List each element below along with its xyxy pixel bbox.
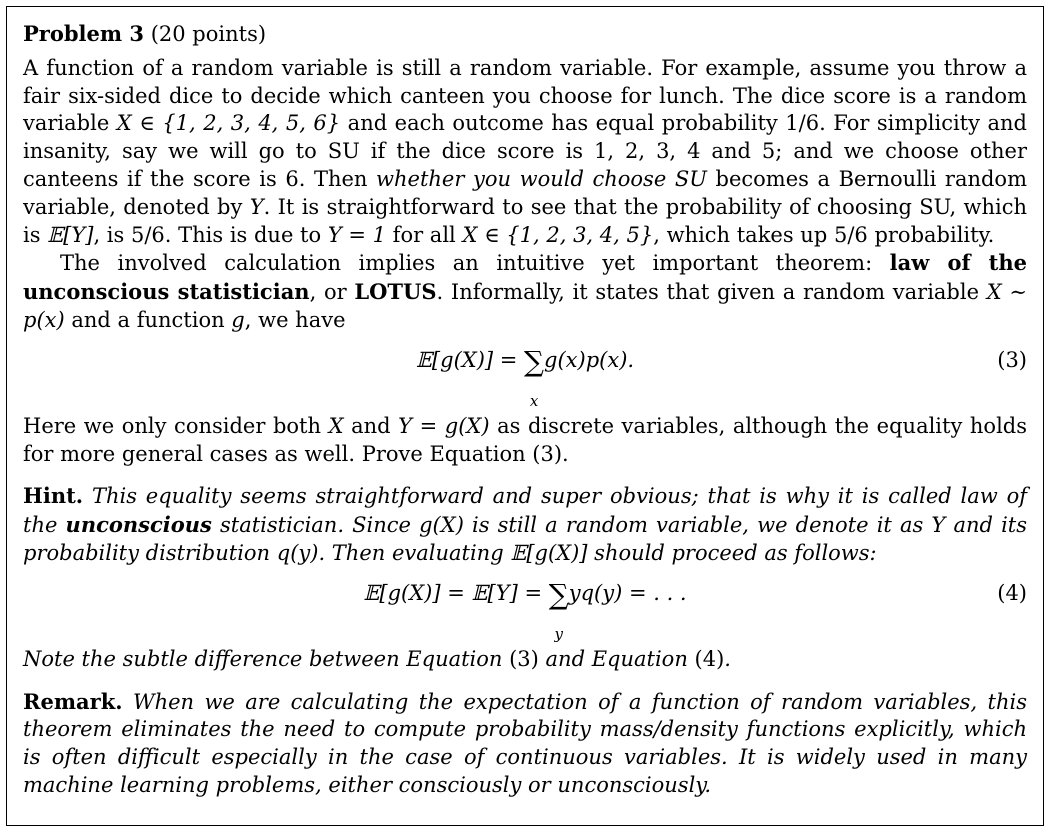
text: probability.	[867, 222, 995, 247]
text: . Informally, it states that given a random variable	[436, 280, 987, 305]
text: The involved calculation implies an intuitive yet important theorem:	[60, 251, 890, 276]
equation-4	[23, 572, 1027, 643]
math-xp: X ∼ p(x)	[23, 280, 1027, 332]
text: and each outcome has equal probability	[340, 111, 786, 136]
sum-symbol	[524, 344, 545, 410]
text: and Equation	[538, 646, 695, 671]
sum-subscript: x	[529, 391, 539, 410]
bold-acronym: LOTUS	[354, 279, 437, 305]
text: for all	[386, 222, 463, 247]
equation-number: (4)	[997, 580, 1027, 605]
paragraph-lotus	[23, 249, 1027, 334]
equation-3	[23, 339, 1027, 410]
text: , is	[93, 222, 131, 247]
math-y1: Y = 1	[327, 222, 386, 247]
paragraph-prove	[23, 413, 1027, 469]
text: . This is due to	[164, 222, 328, 247]
paragraph-remark	[23, 688, 1027, 800]
text: , which takes up	[653, 222, 834, 247]
text: becomes a Bernoulli random variable, denoted by	[23, 166, 1027, 219]
text: and a function	[64, 307, 232, 332]
sum-glyph: ∑	[524, 344, 545, 378]
sum-symbol	[548, 577, 569, 643]
eq4-lhs: 𝔼[g(X)] = 𝔼[Y] =	[363, 580, 549, 605]
text: statistician. Since g(X) is still a random variable, we denote it as Y and its probability distribution q(y). Then evaluating 𝔼[g(X)] should proceed as follows:	[23, 513, 1028, 565]
bold-unconscious: unconscious	[65, 512, 212, 538]
math-x: X	[328, 413, 344, 438]
paragraph-hint	[23, 482, 1027, 567]
math-x-set: X ∈ {1, 2, 3, 4, 5, 6}	[116, 111, 341, 136]
eq4-rhs: yq(y) = . . .	[568, 580, 687, 605]
text: , we have	[244, 307, 346, 332]
ref-eq4: (4)	[694, 646, 725, 671]
math-p56: 5/6	[130, 222, 165, 247]
math-p56b: 5/6	[833, 222, 868, 247]
text: .	[724, 646, 731, 671]
text: This equality seems straightforward and super obvious; that is why it is called law of the	[23, 484, 1027, 538]
text: Note the subtle difference between Equation	[23, 646, 510, 671]
document-body	[23, 20, 1027, 800]
eq3-lhs: 𝔼[g(X)] =	[415, 347, 525, 372]
equation-4-body	[23, 577, 1027, 643]
problem-points: (20 points)	[150, 22, 267, 46]
text: A function of a random variable is still a random variable. For example, assume you throw a fair six-sided dice to decide which canteen you choose for lunch. The dice score is a random variable	[23, 55, 1027, 136]
remark-label: Remark.	[23, 688, 123, 714]
bold-term-lotus: law of the unconscious statistician	[23, 250, 1027, 305]
hint-label: Hint.	[23, 483, 84, 509]
text: . For simplicity and insanity, say we will go to SU if the dice score is 1, 2, 3, 4 and 5; and we choose other canteens if the score is 6. Then	[23, 111, 1027, 191]
ref-eq3: (3)	[509, 646, 539, 671]
text: , or	[309, 280, 355, 305]
text: Here we only consider both	[23, 413, 329, 438]
paragraph-intro	[23, 55, 1027, 250]
paragraph-note	[23, 646, 1027, 674]
math-prob: 1/6	[785, 111, 820, 136]
text: . It is straightforward to see that the probability of choosing SU, which is	[23, 194, 1027, 247]
text: and	[343, 413, 399, 438]
equation-3-body	[23, 344, 1027, 410]
math-y: Y	[249, 194, 264, 219]
emphasis-text: whether you would choose SU	[376, 166, 707, 191]
math-g: g	[231, 307, 245, 332]
problem-label: Problem 3	[23, 21, 145, 46]
sum-subscript: y	[554, 624, 563, 643]
problem-heading	[23, 20, 1027, 49]
math-x-set2: X ∈ {1, 2, 3, 4, 5}	[462, 222, 654, 247]
sum-glyph: ∑	[548, 577, 569, 611]
math-yg: Y = g(X)	[398, 413, 490, 438]
eq3-rhs: g(x)p(x).	[544, 347, 635, 372]
remark-text: When we are calculating the expectation of a function of random variables, this theorem eliminates the need to compute probability mass/density functions explicitly, which is often difficult especially in the case of continuous variables. It is widely used in many machine learning problems, either consciously or unconsciously.	[23, 689, 1027, 797]
equation-number: (3)	[997, 347, 1027, 372]
math-ey: 𝔼[Y]	[47, 222, 94, 247]
text: as discrete variables, although the equality holds for more general cases as well. Prove Equation (3).	[23, 413, 1027, 466]
